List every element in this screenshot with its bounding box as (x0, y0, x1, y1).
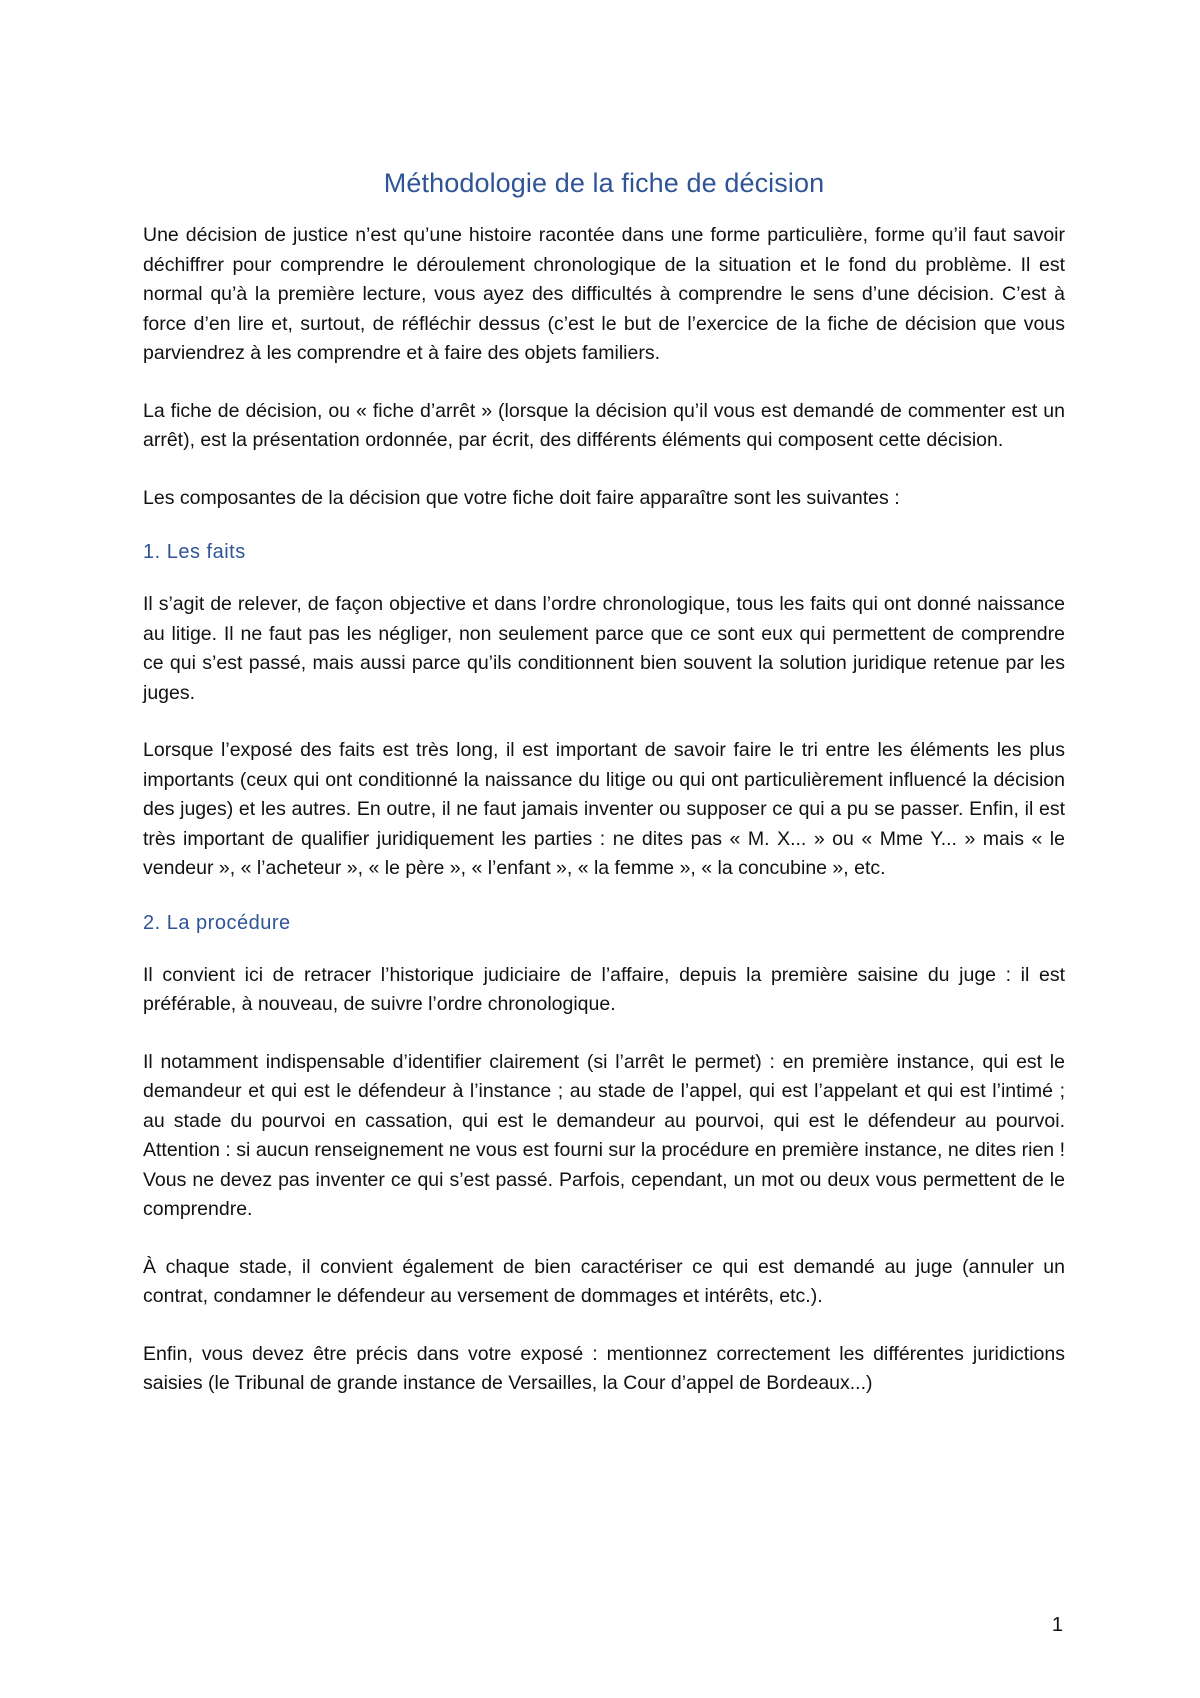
intro-paragraph: Une décision de justice n’est qu’une histoire racontée dans une forme particulière, forme qu’il faut savoir déchiffrer pour comprendre le déroulement chronologique de la situation et le fond du problème. Il est normal qu’à la première lecture, vous ayez des difficultés à comprendre le sens d’une décision. C’est à force d’en lire et, surtout, de réfléchir dessus (c’est le but de l’exercice de la fiche de décision que vous parviendrez à les comprendre et à faire des objets familiers. (143, 224, 1065, 364)
page-number: 1 (1051, 1614, 1063, 1636)
section-paragraph: Lorsque l’exposé des faits est très long, il est important de savoir faire le tri entre les éléments les plus importants (ceux qui ont conditionné la naissance du litige ou qui ont particulièrement influencé la décision des juges) et les autres. En outre, il ne faut jamais inventer ou supposer ce qui a pu se passer. Enfin, il est très important de qualifier juridiquement les parties : ne dites pas « M. X... » ou « Mme Y... » mais « le vendeur », « l’acheteur », « le père », « l’enfant », « la femme », « la concubine », etc. (143, 739, 1065, 879)
document-title: Méthodologie de la fiche de décision (383, 168, 825, 198)
document-body (143, 168, 1065, 1427)
section-heading-procedure: 2. La procédure (143, 911, 291, 934)
intro-paragraph: Les composantes de la décision que votre fiche doit faire apparaître sont les suivantes : (143, 486, 900, 509)
section-paragraph: Il notamment indispensable d’identifier clairement (si l’arrêt le permet) : en première instance, qui est le demandeur et qui est le défendeur à l’instance ; au stade de l’appel, qui est l’appelant et qui est l’intimé ; au stade du pourvoi en cassation, qui est le demandeur au pourvoi, qui est le défendeur au pourvoi. Attention : si aucun renseignement ne vous est fourni sur la procédure en première instance, ne dites rien ! Vous ne devez pas inventer ce qui s’est passé. Parfois, cependant, un mot ou deux vous permettent de le comprendre. (143, 1050, 1065, 1220)
section-paragraph: Il s’agit de relever, de façon objective et dans l’ordre chronologique, tous les faits qui ont donné naissance au litige. Il ne faut pas les négliger, non seulement parce que ce sont eux qui permettent de comprendre ce qui s’est passé, mais aussi parce qu’ils conditionnent bien souvent la solution juridique retenue par les juges. (143, 593, 1065, 704)
section-paragraph: Il convient ici de retracer l’historique judiciaire de l’affaire, depuis la première saisine du juge : il est préférable, à nouveau, de suivre l’ordre chronologique. (143, 963, 1065, 1015)
section-paragraph: À chaque stade, il convient également de bien caractériser ce qui est demandé au juge (annuler un contrat, condamner le défendeur au versement de dommages et intérêts, etc.). (143, 1255, 1065, 1307)
intro-paragraph: La fiche de décision, ou « fiche d’arrêt » (lorsque la décision qu’il vous est demandé de commenter est un arrêt), est la présentation ordonnée, par écrit, des différents éléments qui composent cette décision. (143, 399, 1065, 451)
section-heading-faits: 1. Les faits (143, 541, 246, 563)
section-paragraph: Enfin, vous devez être précis dans votre exposé : mentionnez correctement les différentes juridictions saisies (le Tribunal de grande instance de Versailles, la Cour d’appel de Bordeaux...) (143, 1342, 1065, 1394)
